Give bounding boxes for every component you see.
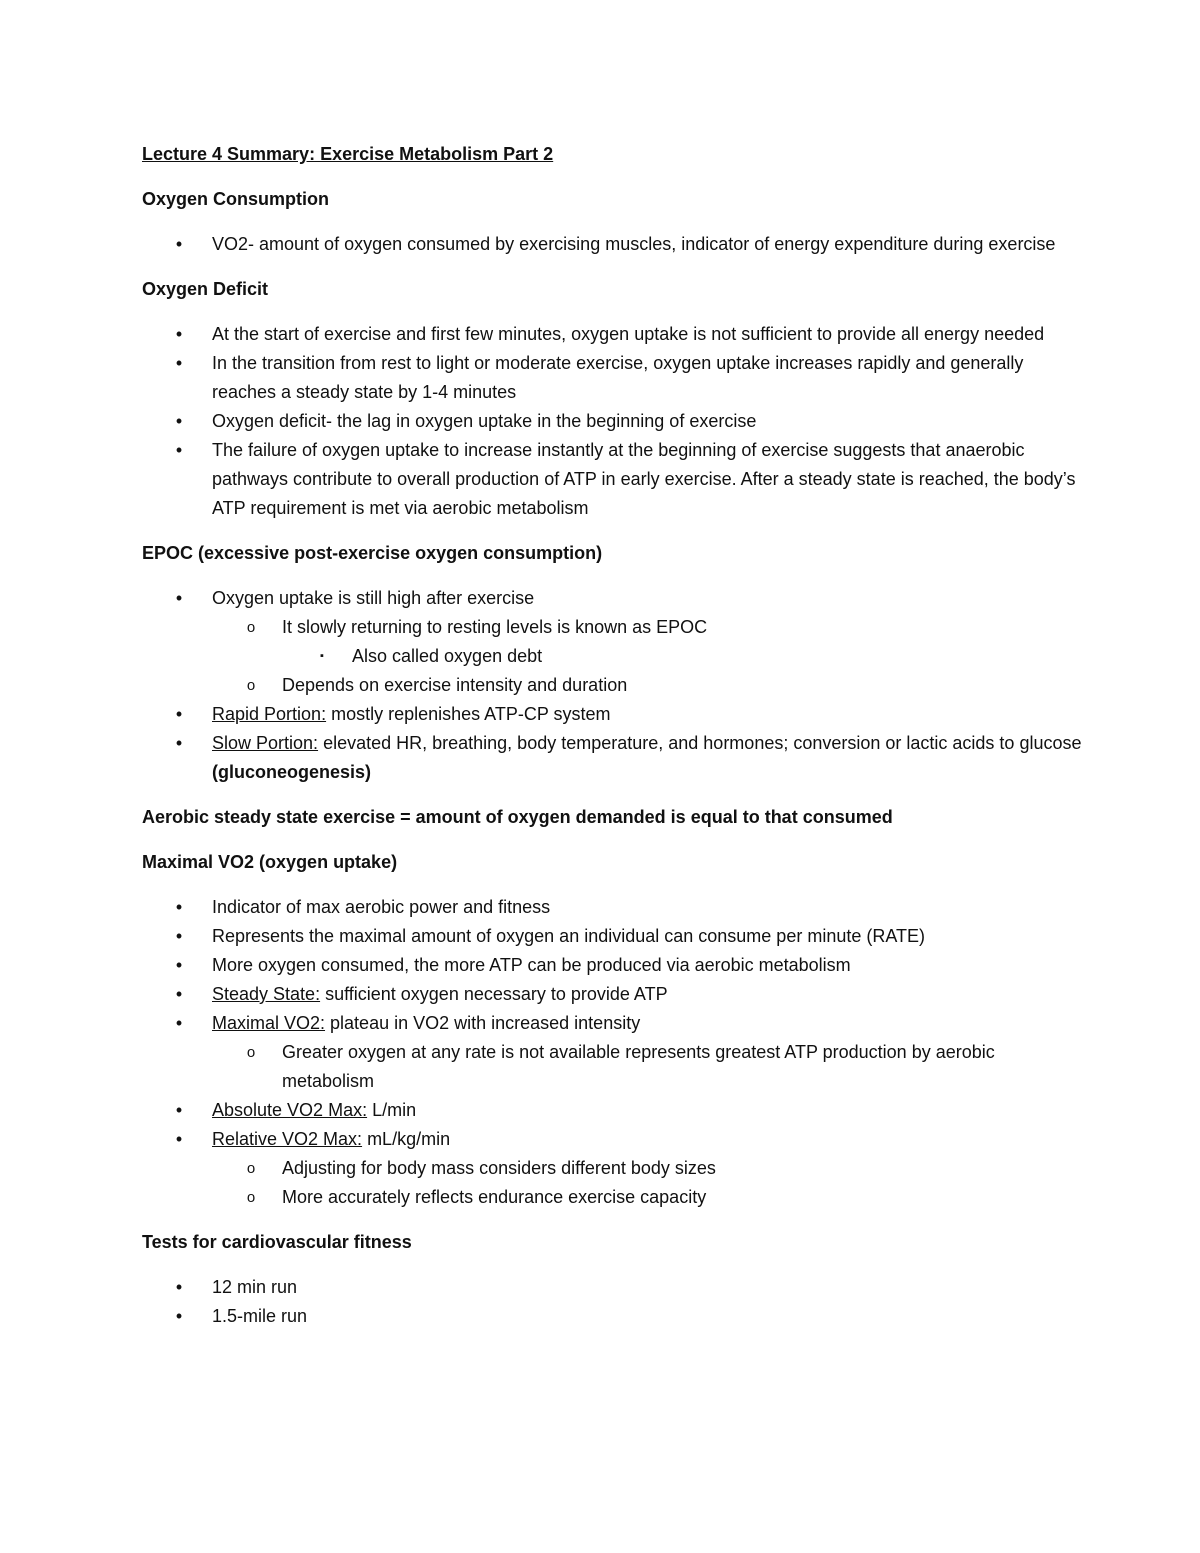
list-item: • In the transition from rest to light or moderate exercise, oxygen uptake increases rapidly and generally reaches a steady state by 1-4 minutes bbox=[142, 349, 1082, 407]
list-item: • Relative VO2 Max: mL/kg/min bbox=[142, 1125, 1082, 1154]
bullet-marker: • bbox=[175, 353, 183, 373]
bullet-marker: • bbox=[175, 1306, 183, 1326]
maximal-vo2-list bbox=[142, 893, 1082, 1212]
bullet-marker: • bbox=[175, 1100, 183, 1120]
sub-list-item: o More accurately reflects endurance exercise capacity bbox=[142, 1183, 1082, 1212]
square-marker: ▪ bbox=[320, 650, 324, 662]
tests-list bbox=[142, 1273, 1082, 1331]
list-item: • Oxygen deficit- the lag in oxygen uptake in the beginning of exercise bbox=[142, 407, 1082, 436]
bold-term: (gluconeogenesis) bbox=[212, 762, 372, 782]
circle-marker: o bbox=[246, 1189, 256, 1206]
sub-list-item: o Depends on exercise intensity and duration bbox=[142, 671, 1082, 700]
oxygen-deficit-list bbox=[142, 320, 1082, 523]
circle-marker: o bbox=[246, 1044, 256, 1061]
bullet-marker: • bbox=[175, 234, 183, 254]
section-heading-epoc: EPOC (excessive post-exercise oxygen consumption) bbox=[142, 543, 603, 563]
aerobic-steady-state-statement: Aerobic steady state exercise = amount of oxygen demanded is equal to that consumed bbox=[142, 807, 893, 827]
bullet-marker: • bbox=[175, 733, 183, 753]
sub-sub-list-item: ▪ Also called oxygen debt bbox=[142, 642, 1082, 671]
list-item: • More oxygen consumed, the more ATP can be produced via aerobic metabolism bbox=[142, 951, 1082, 980]
list-item: • Slow Portion: elevated HR, breathing, body temperature, and hormones; conversion or lactic acids to glucose (gluconeogenesis) bbox=[142, 729, 1082, 787]
term-label: Maximal VO2: bbox=[212, 1013, 326, 1033]
section-heading-tests: Tests for cardiovascular fitness bbox=[142, 1232, 412, 1252]
bullet-marker: • bbox=[175, 926, 183, 946]
list-item: • The failure of oxygen uptake to increase instantly at the beginning of exercise suggests that anaerobic pathways contribute to overall production of ATP in early exercise. After a steady state is reached, the body’s ATP requirement is met via aerobic metabolism bbox=[142, 436, 1082, 523]
list-item: • Steady State: sufficient oxygen necessary to provide ATP bbox=[142, 980, 1082, 1009]
bullet-marker: • bbox=[175, 1129, 183, 1149]
list-item: • VO2- amount of oxygen consumed by exercising muscles, indicator of energy expenditure during exercise bbox=[142, 230, 1082, 259]
bullet-marker: • bbox=[175, 1277, 183, 1297]
list-item: • Rapid Portion: mostly replenishes ATP-CP system bbox=[142, 700, 1082, 729]
sub-list-item: o It slowly returning to resting levels is known as EPOC bbox=[142, 613, 1082, 642]
list-item: • 12 min run bbox=[142, 1273, 1082, 1302]
document-page bbox=[142, 140, 1082, 1347]
section-heading-maximal-vo2: Maximal VO2 (oxygen uptake) bbox=[142, 852, 398, 872]
term-label: Steady State: bbox=[212, 984, 321, 1004]
sub-list-item: o Adjusting for body mass considers different body sizes bbox=[142, 1154, 1082, 1183]
bullet-marker: • bbox=[175, 440, 183, 460]
bullet-marker: • bbox=[175, 955, 183, 975]
list-item: • Oxygen uptake is still high after exercise bbox=[142, 584, 1082, 613]
oxygen-consumption-list bbox=[142, 230, 1082, 259]
term-label: Rapid Portion: bbox=[212, 704, 327, 724]
bullet-marker: • bbox=[175, 1013, 183, 1033]
term-label: Relative VO2 Max: bbox=[212, 1129, 363, 1149]
sub-list-item: o Greater oxygen at any rate is not available represents greatest ATP production by aerobic metabolism bbox=[142, 1038, 1082, 1096]
list-item: • At the start of exercise and first few minutes, oxygen uptake is not sufficient to provide all energy needed bbox=[142, 320, 1082, 349]
circle-marker: o bbox=[246, 619, 256, 636]
list-item: • Indicator of max aerobic power and fitness bbox=[142, 893, 1082, 922]
bullet-marker: • bbox=[175, 588, 183, 608]
bullet-marker: • bbox=[175, 704, 183, 724]
epoc-list bbox=[142, 584, 1082, 787]
circle-marker: o bbox=[246, 677, 256, 694]
list-item: • Absolute VO2 Max: L/min bbox=[142, 1096, 1082, 1125]
bullet-marker: • bbox=[175, 897, 183, 917]
bullet-marker: • bbox=[175, 984, 183, 1004]
section-heading-oxygen-consumption: Oxygen Consumption bbox=[142, 189, 330, 209]
list-item: • Represents the maximal amount of oxygen an individual can consume per minute (RATE) bbox=[142, 922, 1082, 951]
list-item: • 1.5-mile run bbox=[142, 1302, 1082, 1331]
term-label: Slow Portion: bbox=[212, 733, 319, 753]
bullet-marker: • bbox=[175, 411, 183, 431]
page-title: Lecture 4 Summary: Exercise Metabolism Part 2 bbox=[142, 144, 554, 164]
term-label: Absolute VO2 Max: bbox=[212, 1100, 368, 1120]
bullet-marker: • bbox=[175, 324, 183, 344]
circle-marker: o bbox=[246, 1160, 256, 1177]
section-heading-oxygen-deficit: Oxygen Deficit bbox=[142, 279, 269, 299]
list-item: • Maximal VO2: plateau in VO2 with increased intensity bbox=[142, 1009, 1082, 1038]
